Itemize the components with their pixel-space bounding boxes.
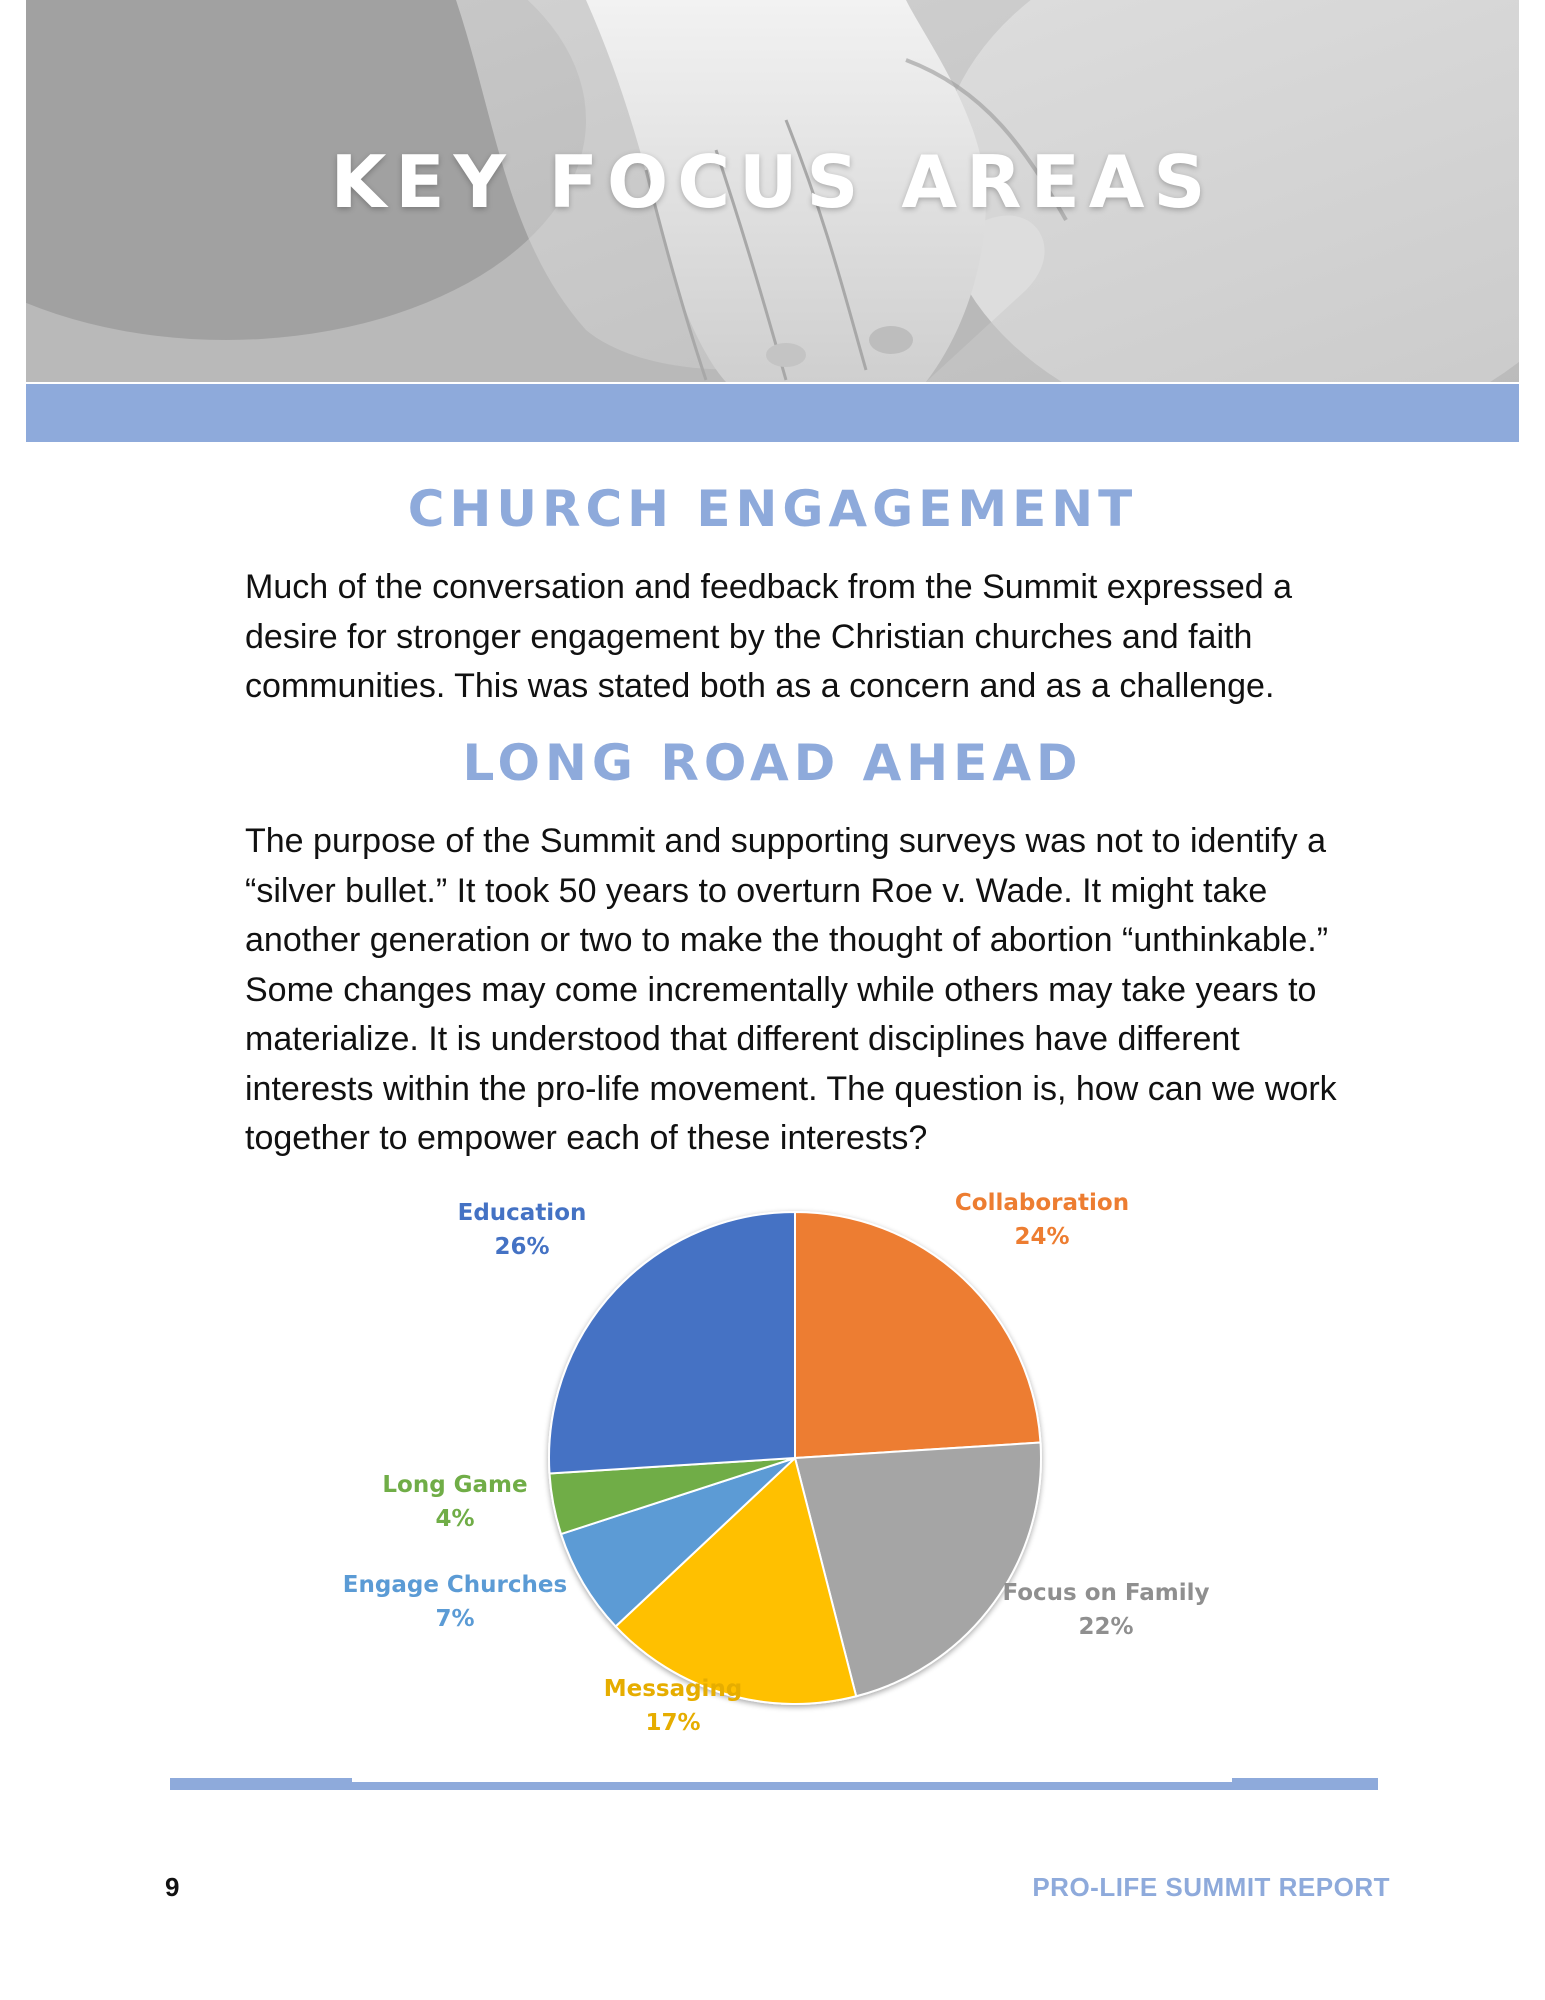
page-number: 9 bbox=[165, 1872, 180, 1902]
report-title: PRO-LIFE SUMMIT REPORT bbox=[1032, 1872, 1390, 1902]
pie-slice-education bbox=[549, 1212, 795, 1473]
page-title: KEY FOCUS AREAS bbox=[330, 140, 1215, 224]
pie-label-long-game: Long Game bbox=[382, 1472, 528, 1498]
section-heading-long-road-ahead: LONG ROAD AHEAD bbox=[462, 734, 1083, 792]
pie-value-messaging: 17% bbox=[645, 1710, 701, 1736]
pie-value-focus-on-family: 22% bbox=[1078, 1614, 1134, 1640]
pie-label-messaging: Messaging bbox=[603, 1676, 743, 1702]
pie-value-engage-churches: 7% bbox=[435, 1606, 475, 1632]
section-body-long-road-ahead: The purpose of the Summit and supporting surveys was not to identify a “silver bullet.” It took 50 years to overturn Roe v. Wade. It might take another generation or two to make the thought of abortion “unthinkable.” Some changes may come incrementally while others may take years to materialize. It is understood that different disciplines have different interests within the pro-life movement. The question is, how can we work together to empower each of these interests? bbox=[245, 822, 1337, 1157]
pie-slice-collaboration bbox=[795, 1212, 1041, 1458]
pie-value-collaboration: 24% bbox=[1014, 1224, 1070, 1250]
pie-label-focus-on-family: Focus on Family bbox=[1002, 1580, 1210, 1606]
section-body-church-engagement: Much of the conversation and feedback from the Summit expressed a desire for stronger engagement by the Christian churches and faith communities. This was stated both as a concern and as a challenge. bbox=[245, 568, 1292, 705]
pie-value-education: 26% bbox=[494, 1234, 550, 1260]
header-accent-band bbox=[26, 384, 1519, 442]
header-banner-photo bbox=[26, 0, 1519, 382]
pie-value-long-game: 4% bbox=[435, 1506, 475, 1532]
footer-divider-inset bbox=[352, 1778, 1232, 1782]
pie-label-collaboration: Collaboration bbox=[954, 1190, 1130, 1216]
section-heading-church-engagement: CHURCH ENGAGEMENT bbox=[407, 480, 1138, 538]
pie-label-engage-churches: Engage Churches bbox=[342, 1572, 568, 1598]
pie-label-education: Education bbox=[457, 1200, 587, 1226]
focus-areas-pie-chart bbox=[330, 1180, 1250, 1790]
